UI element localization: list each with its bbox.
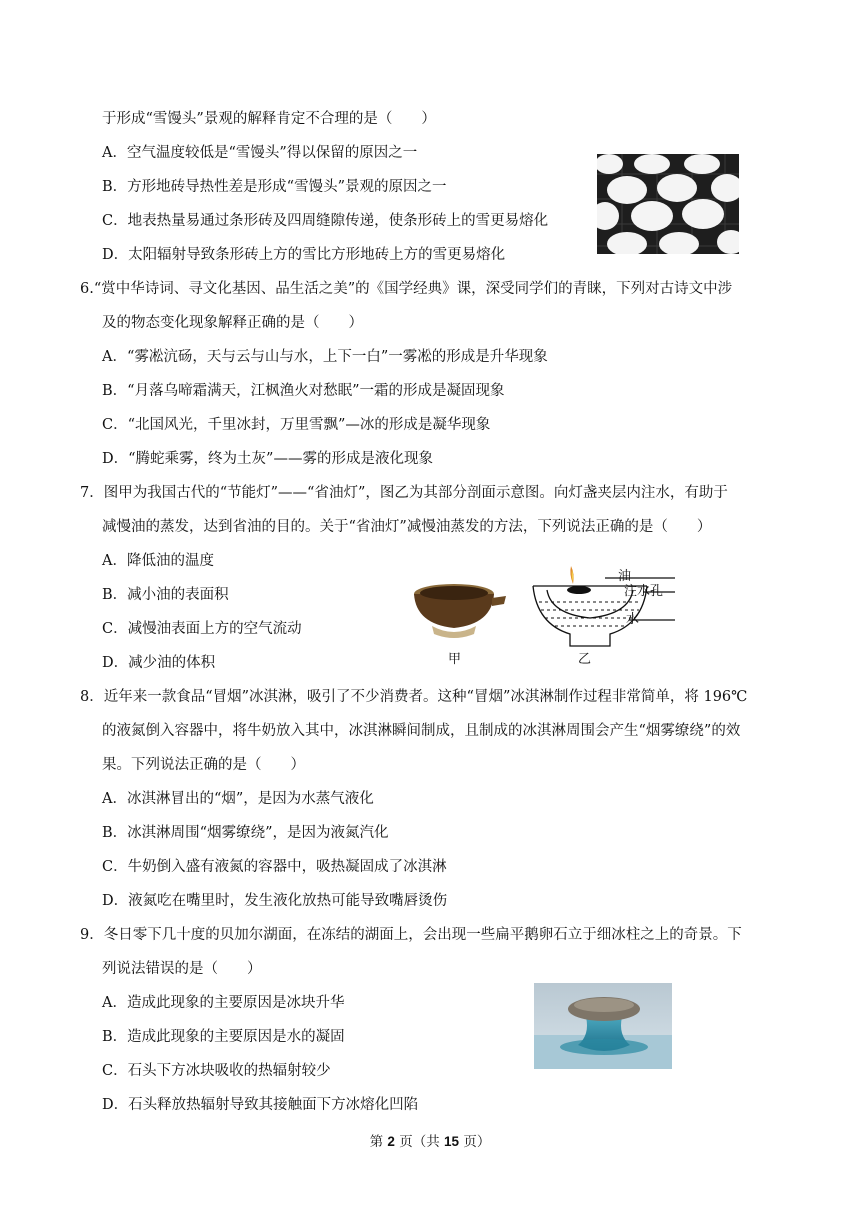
footer-total-pages: 15 <box>444 1134 460 1149</box>
q5-stem-tail: 于形成“雪馒头”景观的解释肯定不合理的是（ ） <box>102 111 436 127</box>
q6-stem-line2: 及的物态变化现象解释正确的是（ ） <box>102 315 363 331</box>
q7-option-a: A．降低油的温度 <box>102 553 214 569</box>
q5-option-b: B．方形地砖导热性差是形成“雪馒头”景观的原因之一 <box>102 179 447 195</box>
q9-option-c: C．石头下方冰块吸收的热辐射较少 <box>102 1063 331 1079</box>
q9-option-b: B．造成此现象的主要原因是水的凝固 <box>102 1029 345 1045</box>
q7-option-d: D．减少油的体积 <box>102 655 216 671</box>
q9-option-d: D．石头释放热辐射导致其接触面下方冰熔化凹陷 <box>102 1097 419 1113</box>
q7-option-b: B．减小油的表面积 <box>102 587 229 603</box>
q6-stem-line1: 6.“赏中华诗词、寻文化基因、品生活之美”的《国学经典》课，深受同学们的青睐，下列对古诗文中涉 <box>80 281 733 297</box>
q9-stem-line2: 列说法错误的是（ ） <box>102 961 262 977</box>
snow-tiles-photo <box>597 154 739 254</box>
footer-suffix: 页） <box>459 1134 491 1150</box>
stone-on-ice-photo <box>534 983 672 1069</box>
footer-page-number: 2 <box>387 1134 395 1149</box>
figure-label-water: 水 <box>626 612 640 627</box>
q7-stem-line2: 减慢油的蒸发，达到省油的目的。关于“省油灯”减慢油蒸发的方法，下列说法正确的是（ ） <box>102 519 712 535</box>
q8-stem-line2: 的液氮倒入容器中，将牛奶放入其中，冰淇淋瞬间制成，且制成的冰淇淋周围会产生“烟雾缭绕”的效 <box>102 723 741 739</box>
page-footer <box>0 1130 860 1150</box>
oil-lamp-cross-section-diagram <box>525 562 675 650</box>
q5-option-a: A．空气温度较低是“雪馒头”得以保留的原因之一 <box>102 145 418 161</box>
footer-middle: 页（共 <box>394 1134 445 1150</box>
figure-label-injection-hole: 注水孔 <box>624 584 664 599</box>
q8-option-a: A．冰淇淋冒出的“烟”，是因为水蒸气液化 <box>102 791 374 807</box>
oil-lamp-photo <box>408 572 508 644</box>
q6-option-c: C．“北国风光，千里冰封，万里雪飘”—冰的形成是凝华现象 <box>102 417 491 433</box>
q7-stem-line1: 7．图甲为我国古代的“节能灯”——“省油灯”，图乙为其部分剖面示意图。向灯盏夹层内注水，有助于 <box>80 485 728 501</box>
q6-option-b: B．“月落乌啼霜满天，江枫渔火对愁眠”一霜的形成是凝固现象 <box>102 383 505 399</box>
figure-label-yi: 乙 <box>578 652 592 667</box>
figure-label-oil: 油 <box>618 569 632 584</box>
q8-option-b: B．冰淇淋周围“烟雾缭绕”，是因为液氮汽化 <box>102 825 389 841</box>
q8-stem-line3: 果。下列说法正确的是（ ） <box>102 757 305 773</box>
q5-option-c: C．地表热量易通过条形砖及四周缝隙传递，使条形砖上的雪更易熔化 <box>102 213 549 229</box>
q9-stem-line1: 9．冬日零下几十度的贝加尔湖面，在冻结的湖面上，会出现一些扁平鹅卵石立于细冰柱之上的奇景。下 <box>80 927 742 943</box>
q5-option-d: D．太阳辐射导致条形砖上方的雪比方形地砖上方的雪更易熔化 <box>102 247 506 263</box>
figure-label-jia: 甲 <box>448 652 462 667</box>
q9-option-a: A．造成此现象的主要原因是冰块升华 <box>102 995 345 1011</box>
q8-stem-line1: 8．近年来一款食品“冒烟”冰淇淋，吸引了不少消费者。这种“冒烟”冰淇淋制作过程非常简单，将 196℃ <box>80 689 748 705</box>
q6-option-d: D．“腾蛇乘雾，终为土灰”——雾的形成是液化现象 <box>102 451 433 467</box>
q8-option-c: C．牛奶倒入盛有液氮的容器中，吸热凝固成了冰淇淋 <box>102 859 447 875</box>
q6-option-a: A．“雾凇沆砀，天与云与山与水，上下一白”一雾凇的形成是升华现象 <box>102 349 548 365</box>
q8-option-d: D．液氮吃在嘴里时，发生液化放热可能导致嘴唇烫伤 <box>102 893 448 909</box>
footer-prefix: 第 <box>369 1134 388 1150</box>
q7-option-c: C．减慢油表面上方的空气流动 <box>102 621 302 637</box>
